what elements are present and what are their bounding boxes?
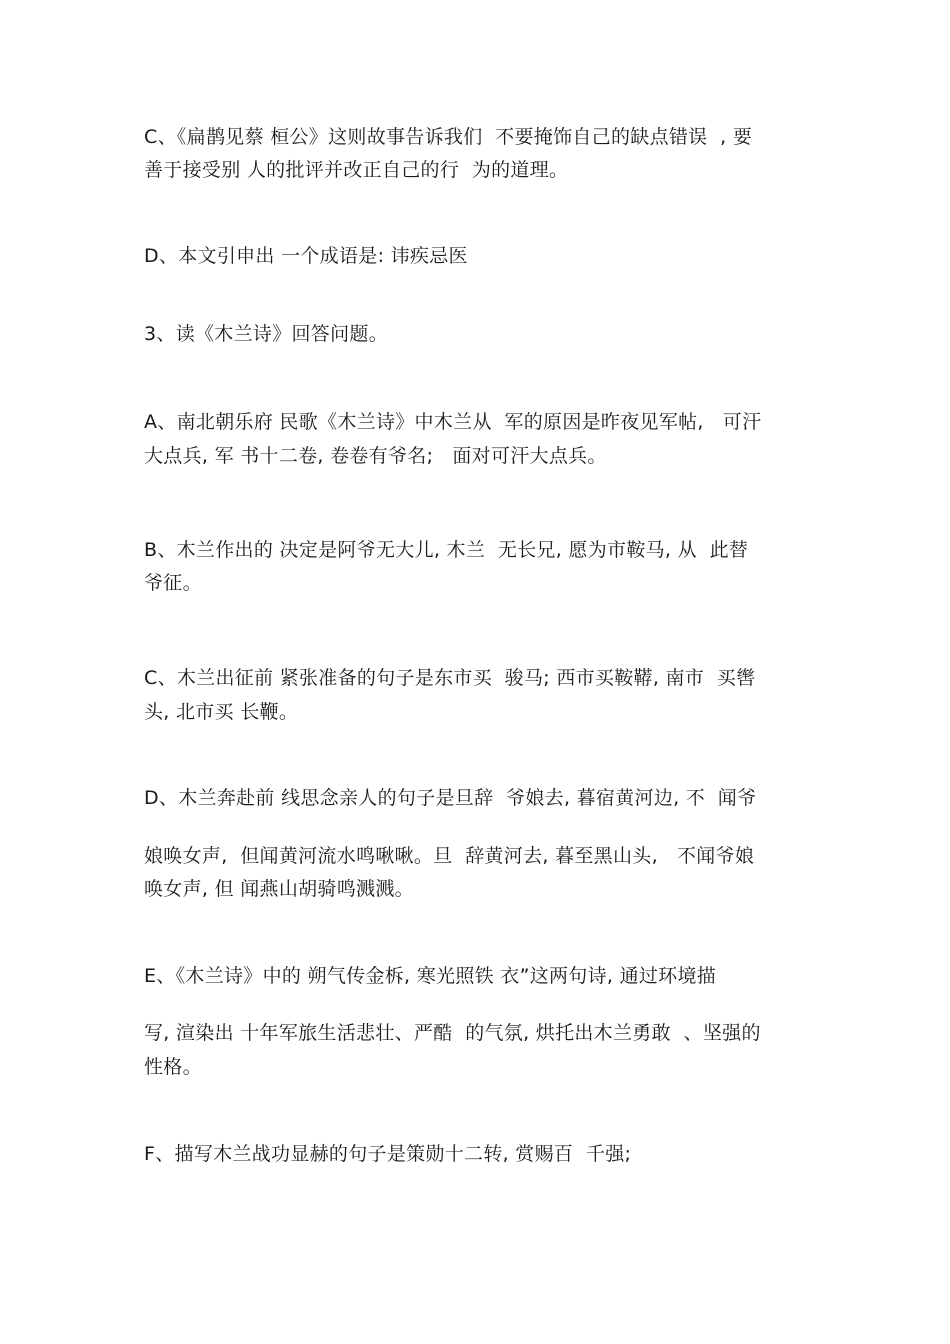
text-line: C、《扁鹊见蔡 桓公》这则故事告诉我们 不要掩饰自己的缺点错误 , 要 — [144, 126, 753, 148]
text-line: F、描写木兰战功显赫的句子是策勋十二转, 赏赐百 千强; — [144, 1143, 632, 1165]
text-line: 大点兵, 军 书十二卷, 卷卷有爷名; 面对可汗大点兵。 — [144, 445, 607, 467]
text-line: 头, 北市买 长鞭。 — [144, 701, 299, 723]
text-line: B、木兰作出的 决定是阿爷无大儿, 木兰 无长兄, 愿为市鞍马, 从 此替 — [144, 539, 749, 561]
text-line: D、本文引申出 一个成语是: 讳疾忌医 — [144, 245, 468, 267]
text-line: 娘唤女声, 但闻黄河流水鸣啾啾。旦 辞黄河去, 暮至黑山头, 不闻爷娘 — [144, 845, 755, 867]
text-line: 善于接受别 人的批评并改正自己的行 为的道理。 — [144, 159, 569, 181]
text-line: 唤女声, 但 闻燕山胡骑鸣溅溅。 — [144, 878, 414, 900]
text-line: 爷征。 — [144, 572, 202, 594]
text-line: 性格。 — [144, 1056, 202, 1078]
text-line: 3、读《木兰诗》回答问题。 — [144, 323, 388, 345]
text-line: E、《木兰诗》中的 朔气传金柝, 寒光照铁 衣”这两句诗, 通过环境描 — [144, 965, 717, 987]
text-line: C、木兰出征前 紧张准备的句子是东市买 骏马; 西市买鞍鞯, 南市 买辔 — [144, 667, 756, 689]
text-line: D、木兰奔赴前 线思念亲人的句子是旦辞 爷娘去, 暮宿黄河边, 不 闻爷 — [144, 787, 757, 809]
text-line: A、南北朝乐府 民歌《木兰诗》中木兰从 军的原因是昨夜见军帖, 可汗 — [144, 411, 762, 433]
text-line: 写, 渲染出 十年军旅生活悲壮、严酷 的气氛, 烘托出木兰勇敢 、坚强的 — [144, 1022, 761, 1044]
